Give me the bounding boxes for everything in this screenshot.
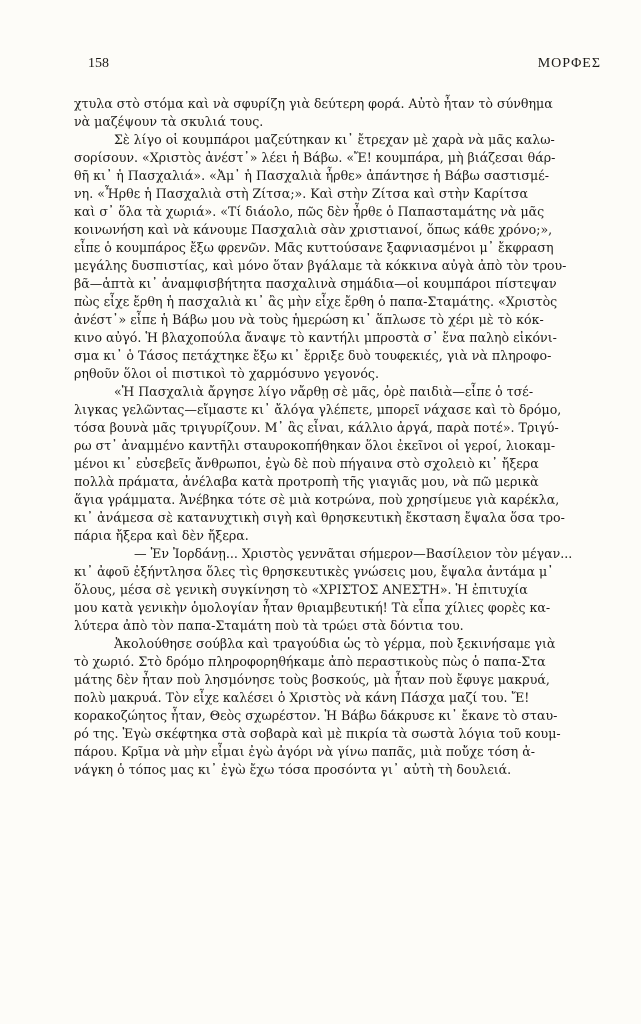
text-line: ὅλους, μέσα σὲ γενικὴ συγκίνηση τὸ «ΧΡΙΣΤΟΣ ΑΝΕΣΤΗ». Ἡ ἐπιτυχία [74,582,528,597]
text-line: σμα κι᾿ ὁ Τάσος πετάχτηκε ἔξω κι᾿ ἔρριξε δυὸ τουφεκιές, γιὰ νὰ πληροφο- [74,348,552,363]
text-line: νὰ μαζέψουν τὰ σκυλιά τους. [74,114,264,129]
text-line: κινο αὐγό. Ἡ βλαχοπούλα ἄναψε τὸ καντήλι μπροστὰ σ᾿ ἕνα παληὸ εἰκόνι- [74,330,557,345]
text-line: λύτερα ἀπὸ τὸν παπα-Σταμάτη ποὺ τὰ τρώει στὰ δόντια του. [74,618,464,633]
text-line: μένοι κι᾿ εὐσεβεῖς ἄνθρωποι, ἐγὼ δὲ ποὺ πήγαινα στὸ σχολειὸ κι᾿ ἤξερα [74,456,539,471]
text-line: λιγκας γελῶντας—εἴμαστε κι᾿ ἄλόγα γλέπετε, μπορεῖ νάχασε καὶ τὸ δρόμο, [74,402,562,417]
text-line: μεγάλης δυσπιστίας, καὶ μόνο ὅταν βγάλαμε τὰ κόκκινα αὐγὰ ἀπὸ τὸν τρου- [74,258,567,273]
text-line: μου κατὰ γενικὴν ὁμολογίαν ἦταν θριαμβευτική! Τὰ εἶπα χίλιες φορὲς κα- [74,600,551,615]
text-line: καὶ σ᾿ ὅλα τὰ χωριά». «Τί διάολο, πῶς δὲν ἦρθε ὁ Παπασταμάτης νὰ μᾶς [74,204,545,219]
text-line: ρό της. Ἐγὼ σκέφτηκα στὰ σοβαρὰ καὶ μὲ πικρία τὰ σωστὰ λόγια τοῦ κουμ- [74,726,561,741]
text-line: νη. «Ἦρθε ἡ Πασχαλιὰ στὴ Ζίτσα;». Καὶ στὴν Ζίτσα καὶ στὴν Καρίτσα [74,186,529,201]
text-line: πὼς εἶχε ἔρθη ἡ πασχαλιὰ κι᾿ ἂς μὴν εἶχε ἔρθη ὁ παπα-Σταμάτης. «Χριστὸς [74,294,558,309]
text-line: ρηθοῦν ὅλοι οἱ πιστικοὶ τὸ χαρμόσυνο γεγονός. [74,366,379,381]
body-text [74,95,620,779]
text-line: νάγκη ὁ τόπος μας κι᾿ ἐγὼ ἔχω τόσα προσόντα γι᾿ αὐτὴ τὴ δουλειά. [74,762,512,777]
text-line: εἶπε ὁ κουμπάρος ἔξω φρενῶν. Μᾶς κυττούσανε ξαφνιασμένοι μ᾿ ἔκφραση [74,240,554,255]
text-line: κορακοζώητος ἦταν, Θεὸς σχωρέστον. Ἡ Βάβω δάκρυσε κι᾿ ἔκανε τὸ σταυ- [74,708,558,723]
text-line: χτυλα στὸ στόμα καὶ νὰ σφυρίζη γιὰ δεύτερη φορά. Αὐτὸ ἦταν τὸ σύνθημα [74,96,553,111]
text-line: πολλὰ πράματα, ἀνέλαβα κατὰ προτροπὴ τῆς γιαγιᾶς μου, νὰ πῶ μερικὰ [74,474,539,489]
text-line: τὸ χωριό. Στὸ δρόμο πληροφορηθήκαμε ἀπὸ περαστικοὺς πὼς ὁ παπα-Στα [74,654,546,669]
text-line: — Ἐν Ἰορδάνῃ... Χριστὸς γεννᾶται σήμερον—Βασίλειον τὸν μέγαν... [134,546,573,561]
text-line: ἅγια γράμματα. Ἀνέβηκα τότε σὲ μιὰ κοτρώνα, ποὺ χρησίμευε γιὰ καρέκλα, [74,492,560,507]
text-line: ἀνέστ᾿» εἶπε ἡ Βάβω μου νὰ τοὺς ἡμερώση κι᾿ ἅπλωσε τὸ χέρι μὲ τὸ κόκ- [74,312,544,327]
page-number: 158 [88,56,109,71]
text-line: κοινωνήση καὶ νὰ κάνουμε Πασχαλιὰ σὰν χριστιανοί, ὅπως κάθε χρόνο;», [74,222,553,237]
text-line: πάρου. Κρῖμα νὰ μὴν εἶμαι ἐγὼ ἀγόρι νὰ γίνω παπᾶς, μιὰ ποὔχε τόση ἀ- [74,744,535,759]
text-line: σορίσουν. «Χριστὸς ἀνέστ᾿» λέει ἡ Βάβω. «Ἔ! κουμπάρα, μὴ βιάζεσαι θάρ- [74,150,556,165]
text-line: Σὲ λίγο οἱ κουμπάροι μαζεύτηκαν κι᾿ ἔτρεχαν μὲ χαρὰ νὰ μᾶς καλω- [114,132,555,147]
running-title: ΜΟΡΦΕΣ [537,56,601,71]
page-header [88,56,601,78]
text-line: «Ἡ Πασχαλιὰ ἄργησε λίγο νἄρθῃ σὲ μᾶς, ὀρὲ παιδιὰ—εἶπε ὁ τσέ- [114,384,534,399]
text-line: μάτης δὲν ἦταν ποὺ λησμόνησε τοὺς βοσκούς, μὰ ἦταν ποὺ ἔφυγε μακρυά, [74,672,550,687]
text-line: πάρια ἤξερα καὶ δὲν ἤξερα. [74,528,249,543]
text-line: βᾶ—ἁπτὰ κι᾿ ἀναμφισβήτητα πασχαλινὰ σημάδια—οἱ κουμπάροι πίστεψαν [74,276,557,291]
text-line: πολὺ μακρυά. Τὸν εἶχε καλέσει ὁ Χριστὸς νὰ κάνη Πάσχα μαζί του. Ἔ! [74,690,530,705]
text-line: τόσα βουνὰ μᾶς τριγυρίζουν. Μ᾿ ἂς εἶναι, κάλλιο ἀργά, παρὰ ποτέ». Τριγύ- [74,420,559,435]
text-line: κι᾿ ἀνάμεσα σὲ κατανυχτικὴ σιγὴ καὶ θρησκευτικὴ ἔκσταση ἔψαλα ὅσα τρο- [74,510,565,525]
text-line: κι᾿ ἀφοῦ ἐξήντλησα ὅλες τὶς θρησκευτικὲς γνώσεις μου, ἔψαλα ἀντάμα μ᾿ [74,564,554,579]
text-line: ρω στ᾿ ἀναμμένο καντῆλι σταυροκοπήθηκαν ὅλοι ἐκεῖνοι οἱ γεροί, λιοκαμ- [74,438,556,453]
text-line: Ἀκολούθησε σούβλα καὶ τραγούδια ὡς τὸ γέρμα, ποὺ ξεκινήσαμε γιὰ [114,636,556,651]
text-line: θῆ κι᾿ ἡ Πασχαλιά». «Ἀμ᾿ ἡ Πασχαλιὰ ἦρθε» ἀπάντησε ἡ Βάβω σαστισμέ- [74,168,549,183]
